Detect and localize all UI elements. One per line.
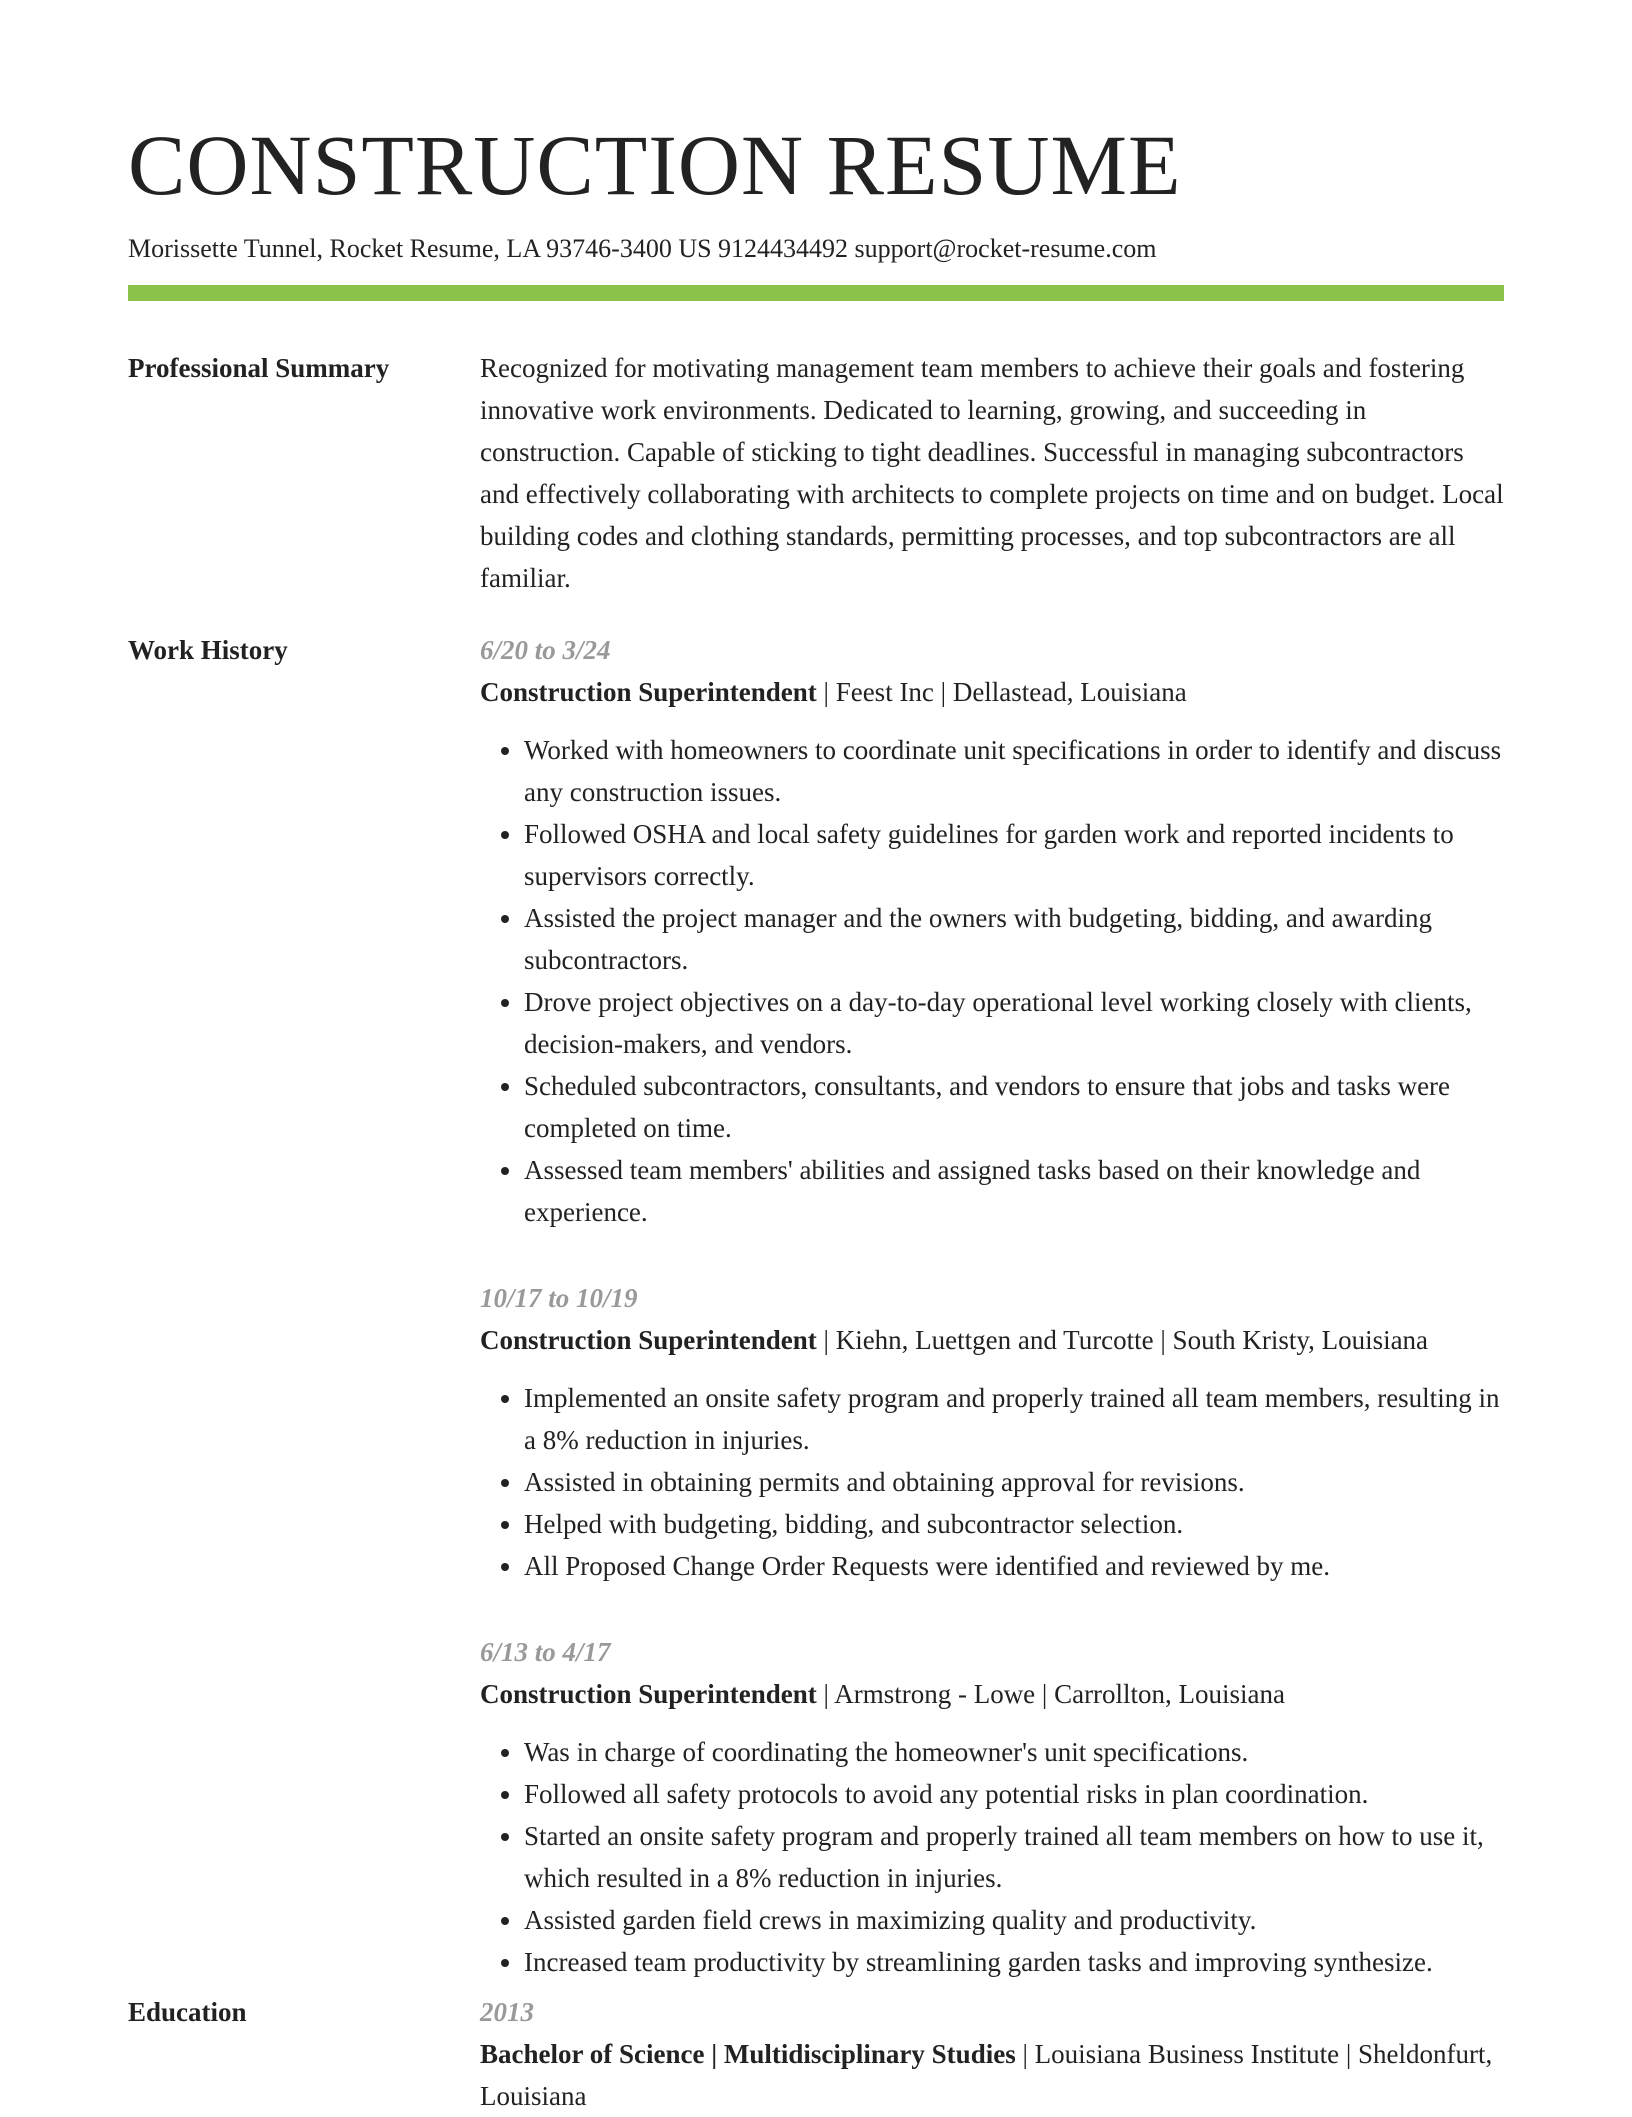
summary-heading: Professional Summary [128, 353, 390, 383]
summary-body [480, 347, 1504, 599]
job-bullets [480, 1377, 1504, 1587]
job-bullet: • Helped with budgeting, bidding, and subcontractor selection. [524, 1503, 1504, 1545]
job-company-location: | Armstrong - Lowe | Carrollton, Louisiana [816, 1679, 1286, 1709]
job-bullet: • Scheduled subcontractors, consultants, and vendors to ensure that jobs and tasks were completed on time. [524, 1065, 1504, 1149]
job-bullet: • Drove project objectives on a day-to-day operational level working closely with clients, decision-makers, and vendors. [524, 981, 1504, 1065]
job-entry [480, 1277, 1504, 1587]
job-bullet: • Assisted garden field crews in maximizing quality and productivity. [524, 1899, 1504, 1941]
education-heading: Education [128, 1997, 247, 2027]
job-title: Construction Superintendent [480, 677, 817, 707]
resume-title: CONSTRUCTION RESUME [128, 117, 1182, 213]
job-bullet: • Followed all safety protocols to avoid any potential risks in plan coordination. [524, 1773, 1504, 1815]
contact-line: Morissette Tunnel, Rocket Resume, LA 93746-3400 US 9124434492 support@rocket-resume.com [128, 234, 1157, 263]
job-bullet: • Assisted the project manager and the owners with budgeting, bidding, and awarding subcontractors. [524, 897, 1504, 981]
job-bullet: • Worked with homeowners to coordinate unit specifications in order to identify and discuss any construction issues. [524, 729, 1504, 813]
education-body [480, 1991, 1504, 2117]
job-heading [480, 671, 1504, 713]
job-bullet: • Assisted in obtaining permits and obtaining approval for revisions. [524, 1461, 1504, 1503]
job-bullet: • Increased team productivity by streamlining garden tasks and improving synthesize. [524, 1941, 1504, 1983]
job-bullet: • Assessed team members' abilities and assigned tasks based on their knowledge and experience. [524, 1149, 1504, 1233]
job-bullet: • Started an onsite safety program and properly trained all team members on how to use it, which resulted in a 8% reduction in injuries. [524, 1815, 1504, 1899]
job-bullet: • All Proposed Change Order Requests were identified and reviewed by me. [524, 1545, 1504, 1587]
job-company-location: | Kiehn, Luettgen and Turcotte | South Kristy, Louisiana [816, 1325, 1429, 1355]
job-dates: 10/17 to 10/19 [480, 1283, 638, 1313]
job-bullets [480, 729, 1504, 1233]
job-bullet: • Implemented an onsite safety program and properly trained all team members, resulting in a 8% reduction in injuries. [524, 1377, 1504, 1461]
job-bullets [480, 1731, 1504, 1983]
school-location: | Louisiana Business Institute | Sheldonfurt, Louisiana [480, 2039, 1493, 2111]
job-dates: 6/20 to 3/24 [480, 635, 611, 665]
accent-divider [128, 285, 1504, 301]
job-heading [480, 1673, 1504, 1715]
job-bullet: • Followed OSHA and local safety guidelines for garden work and reported incidents to supervisors correctly. [524, 813, 1504, 897]
education-heading-line [480, 2033, 1504, 2117]
job-bullet: • Was in charge of coordinating the homeowner's unit specifications. [524, 1731, 1504, 1773]
job-company-location: | Feest Inc | Dellastead, Louisiana [816, 677, 1187, 707]
work-history-body [480, 629, 1504, 2027]
job-entry [480, 1631, 1504, 1983]
education-year: 2013 [480, 1997, 534, 2027]
work-history-heading: Work History [128, 635, 288, 665]
degree-title: Bachelor of Science | Multidisciplinary Studies [480, 2039, 1016, 2069]
job-title: Construction Superintendent [480, 1325, 817, 1355]
job-dates: 6/13 to 4/17 [480, 1637, 611, 1667]
job-title: Construction Superintendent [480, 1679, 817, 1709]
job-heading [480, 1319, 1504, 1361]
summary-text: Recognized for motivating management team members to achieve their goals and fostering innovative work environments. Dedicated to learning, growing, and succeeding in construction. Capable of sticking to tight deadlines. Successful in managing subcontractors and effectively collaborating with architects to complete projects on time and on budget. Local building codes and clothing standards, permitting processes, and top subcontractors are all familiar. [480, 353, 1504, 593]
job-entry [480, 629, 1504, 1233]
